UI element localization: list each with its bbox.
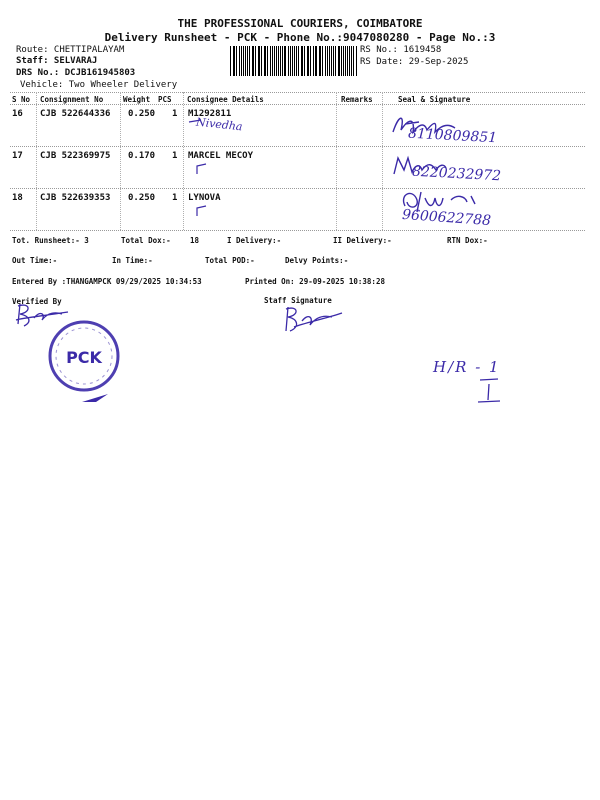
barcode-bar	[288, 46, 289, 76]
col-header-consignee: Consignee Details	[187, 95, 264, 104]
row-consignee: M1292811	[188, 109, 232, 119]
barcode-bar	[339, 46, 340, 76]
hr-note-mark	[474, 370, 504, 410]
barcode-bar	[249, 46, 250, 76]
barcode-bar	[259, 46, 260, 76]
rtn-dox: RTN Dox:-	[447, 236, 488, 245]
barcode-bar	[353, 46, 354, 76]
row17-phone: 8220232972	[411, 163, 502, 185]
row-pcs: 1	[172, 193, 178, 203]
row-consignment: CJB 522369975	[40, 151, 111, 161]
barcode-bar	[285, 46, 286, 76]
row18-phone: 9600622788	[401, 206, 492, 230]
total-dox-label: Total Dox:-	[121, 236, 171, 245]
row16-name: Nivedha	[195, 115, 244, 134]
pck-stamp	[46, 318, 126, 408]
hr-note: H/R - 1	[433, 358, 501, 376]
runsheet-title: Delivery Runsheet - PCK - Phone No.:9047080280 - Page No.:3	[104, 31, 496, 44]
row-pcs: 1	[172, 109, 178, 119]
entered-by: Entered By :THANGAMPCK 09/29/2025 10:34:53	[12, 277, 202, 286]
col-rule	[183, 92, 184, 230]
barcode-bar	[351, 46, 352, 76]
rs-number: RS No.: 1619458	[360, 45, 442, 55]
col-rule	[36, 92, 37, 230]
company-name: THE PROFESSIONAL COURIERS, COIMBATORE	[177, 17, 423, 30]
total-pod: Total POD:-	[205, 256, 255, 265]
row16-tick	[187, 118, 207, 130]
col-header-weight: Weight	[123, 95, 151, 104]
table-top-rule	[10, 92, 585, 93]
out-time: Out Time:-	[12, 256, 58, 265]
route-label: Route: CHETTIPALAYAM	[16, 45, 125, 55]
tot-runsheet: Tot. Runsheet:- 3	[12, 236, 89, 245]
row-pcs: 1	[172, 151, 178, 161]
staff-label: Staff: SELVARAJ	[16, 56, 98, 66]
row-consignee: LYNOVA	[188, 193, 221, 203]
col-header-pcs: PCS	[158, 95, 172, 104]
col-header-consignment: Consignment No	[40, 95, 104, 104]
stamp-text: PCK	[66, 348, 102, 367]
rs-date: RS Date: 29-Sep-2025	[360, 57, 469, 67]
barcode-bar	[310, 46, 311, 76]
delvy-points: Delvy Points:-	[285, 256, 349, 265]
barcode-bar	[265, 46, 266, 76]
total-dox-value: 18	[190, 236, 200, 245]
printed-on: Printed On: 29-09-2025 10:38:28	[245, 277, 385, 286]
in-time: In Time:-	[112, 256, 153, 265]
barcode-bar	[327, 46, 328, 76]
barcode-bar	[272, 46, 273, 76]
col-rule	[382, 92, 383, 230]
barcode-bar	[304, 46, 305, 76]
col-rule	[336, 92, 337, 230]
barcode-bar	[294, 46, 295, 76]
barcode-bar	[247, 46, 248, 76]
barcode-bar	[345, 46, 346, 76]
row-weight: 0.170	[128, 151, 156, 161]
staff-signature-label: Staff Signature	[264, 296, 332, 305]
barcode-bar	[239, 46, 240, 76]
col-header-seal: Seal & Signature	[398, 95, 471, 104]
verified-by-label: Verified By	[12, 297, 62, 306]
barcode-bar	[253, 46, 254, 76]
barcode-bar	[325, 46, 326, 76]
barcode	[230, 46, 357, 76]
barcode-bar	[320, 46, 321, 76]
barcode-bar	[313, 46, 314, 76]
row-sno: 18	[12, 193, 23, 203]
col-header-sno: S No	[12, 95, 31, 104]
drs-number: DRS No.: DCJB161945803	[16, 68, 136, 78]
col-rule	[120, 92, 121, 230]
i-delivery: I Delivery:-	[227, 236, 282, 245]
row-consignee: MARCEL MECOY	[188, 151, 254, 161]
barcode-bar	[333, 46, 334, 76]
row18-tick	[194, 204, 214, 218]
row-sno: 17	[12, 151, 23, 161]
barcode-bar	[298, 46, 299, 76]
barcode-bar	[230, 46, 231, 76]
row16-phone: 8110809851	[407, 125, 498, 147]
row-consignment: CJB 522644336	[40, 109, 111, 119]
staff-signature	[280, 303, 350, 337]
barcode-bar	[267, 46, 268, 76]
row-sno: 16	[12, 109, 23, 119]
barcode-bar	[236, 46, 237, 76]
row-consignment: CJB 522639353	[40, 193, 111, 203]
row-weight: 0.250	[128, 193, 156, 203]
col-header-remarks: Remarks	[341, 95, 373, 104]
barcode-bar	[278, 46, 279, 76]
header-bottom-rule	[10, 104, 585, 105]
row-rule	[10, 230, 585, 231]
row-weight: 0.250	[128, 109, 156, 119]
vehicle-label: Vehicle: Two Wheeler Delivery	[20, 80, 178, 90]
ii-delivery: II Delivery:-	[333, 236, 392, 245]
row17-tick	[194, 162, 214, 176]
